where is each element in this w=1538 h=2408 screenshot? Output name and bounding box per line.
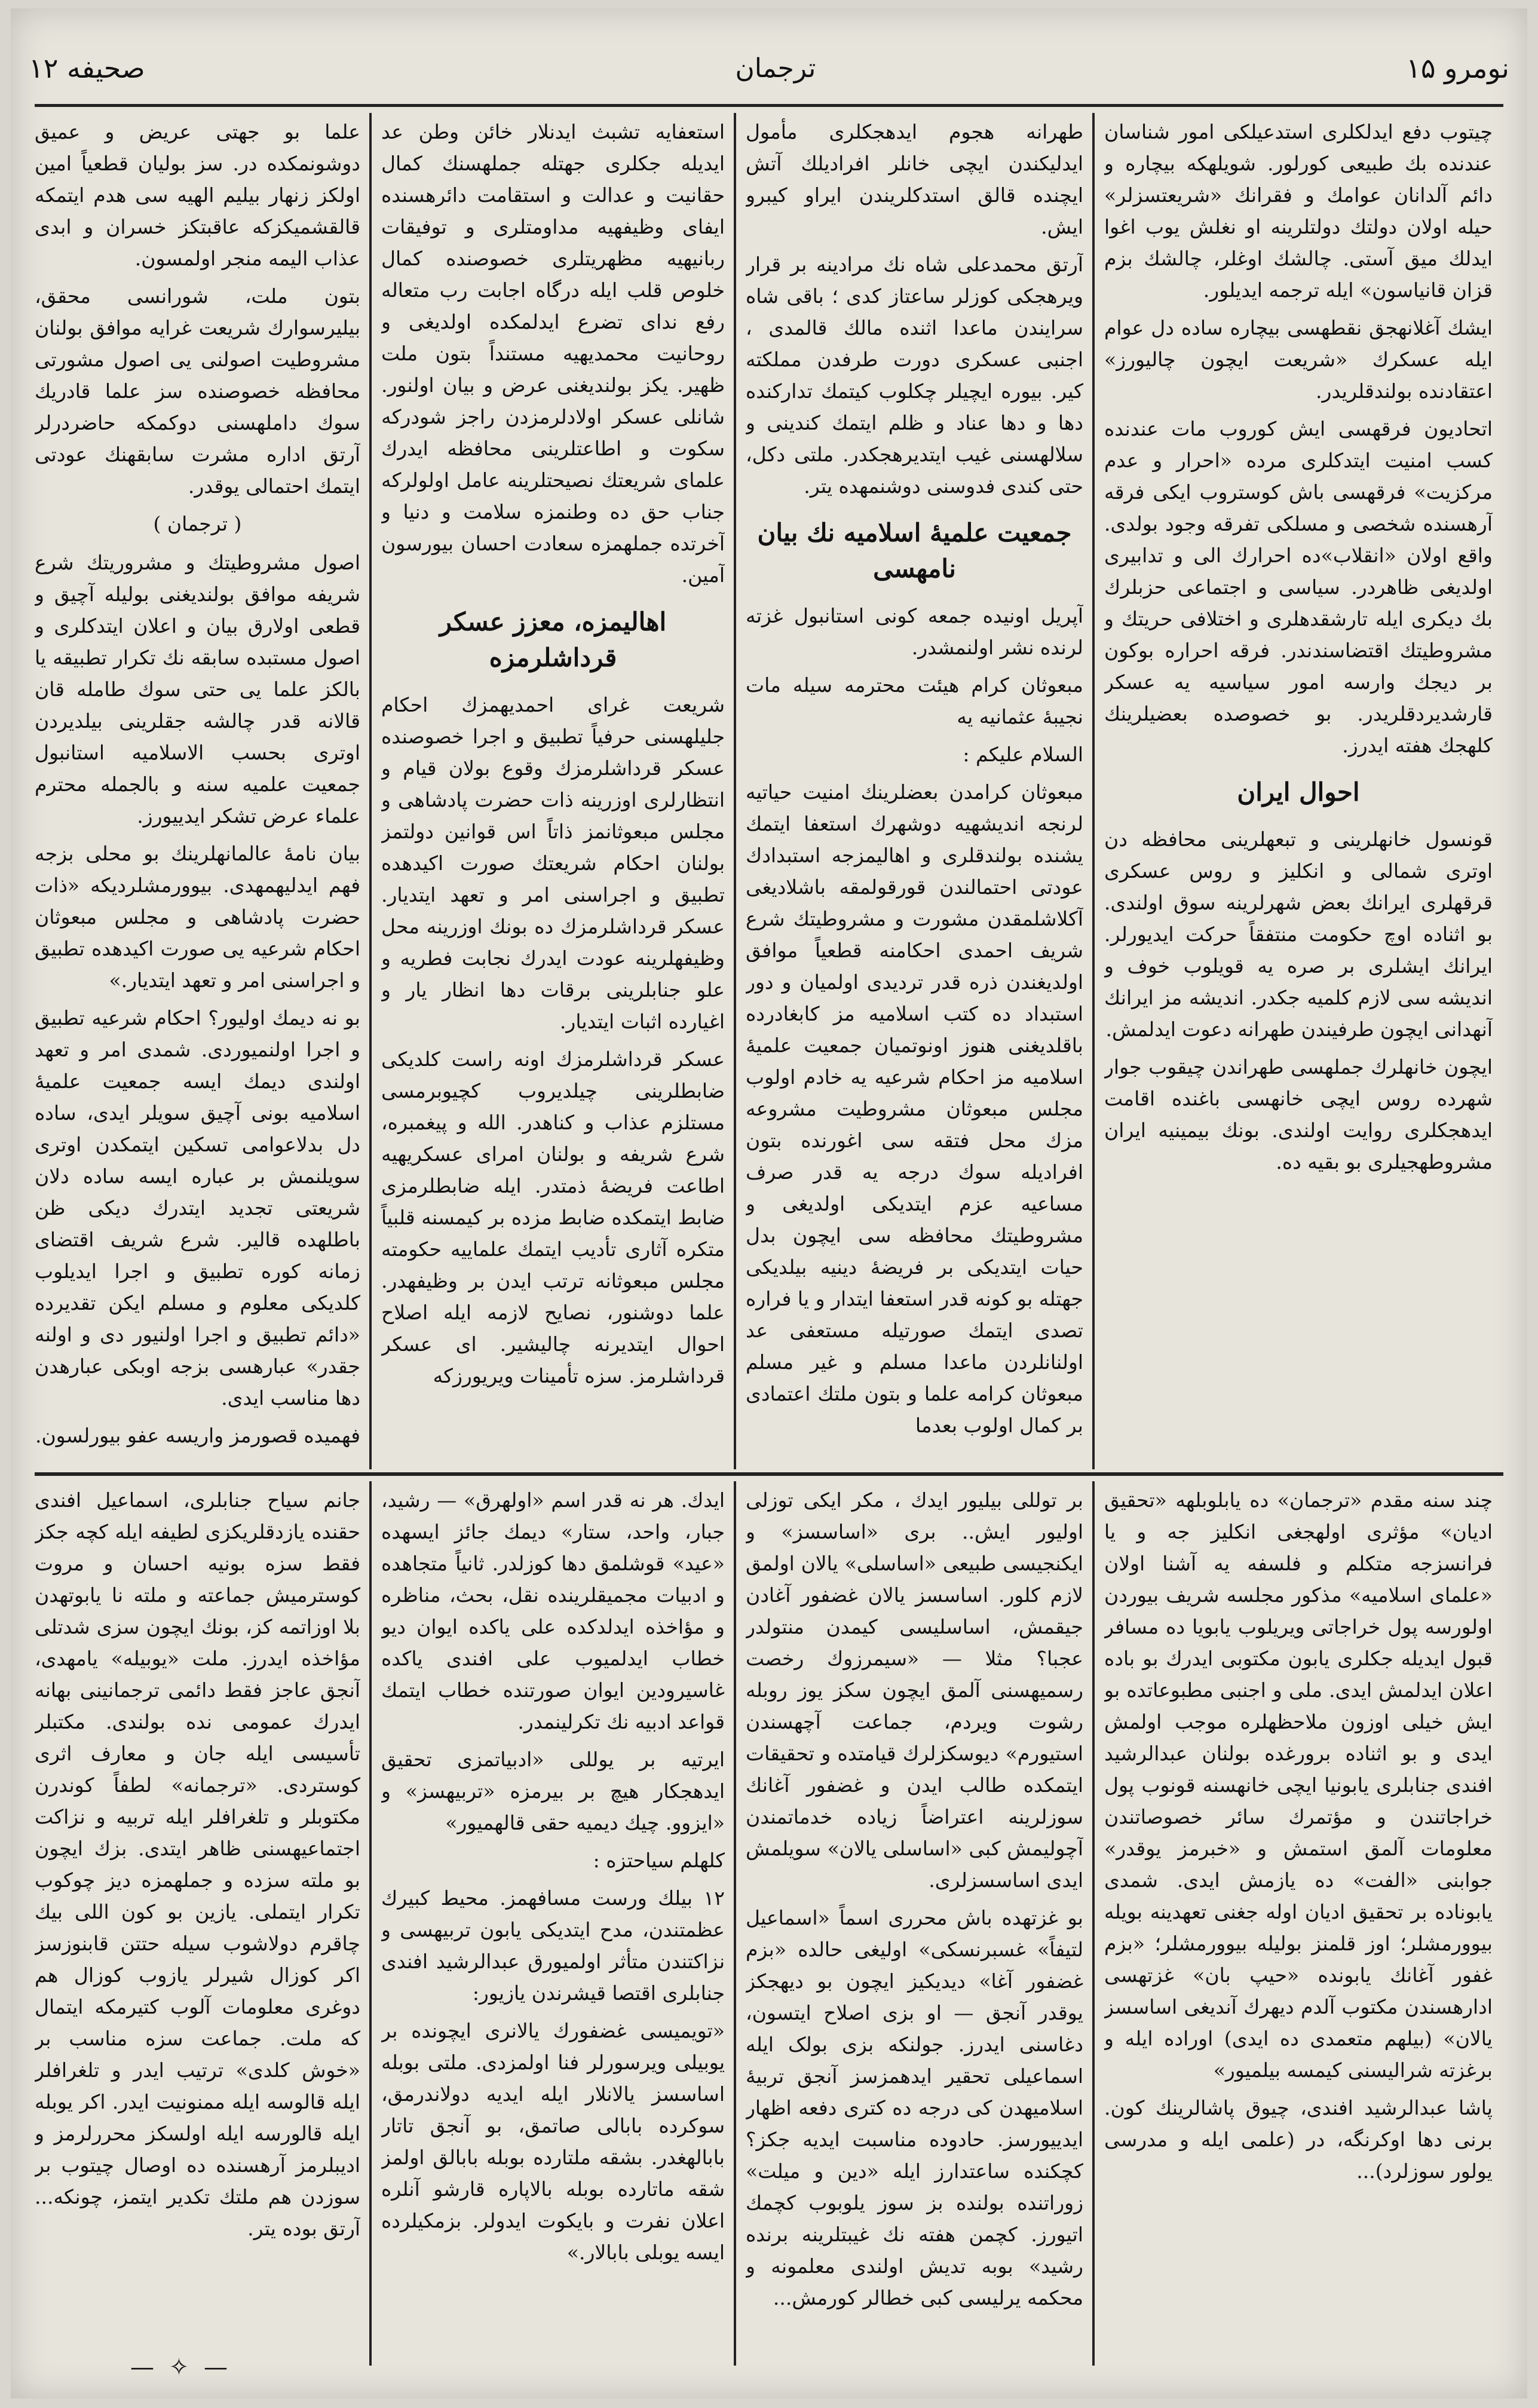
paragraph: شریعت غرای احمدیهمزك احکام جلیلهسنی حرفیاً تطبیق و اجرا خصوصنده عسکر قرداشلرمزك وقوع بولان قیام و انتظارلری اوزرینه ذات حضرت پادشاهی و مجلس مبعوثانمز ذاتاً اس قوانین دولتمز بولنان احکام شریعتك صورت اکیدهده تطبیق و اجراسنی امر و تعهد ایتدیار. عسکر قرداشلرمزك ده بونك اوزرینه محل وظیفهلرینه عودت ایدرك نجابت فطریه و علو جنابلرینی برقات دها انظار یار و اغیارده اثبات ایتدیار. (381, 693, 725, 1033)
lower-column-1 (1104, 1484, 1493, 2363)
lower-column-3 (381, 1484, 725, 2363)
paragraph: چیتوب دفع ایدلکلری استدعیلکی امور شناسان عندنده بك طبیعی کورلور. شویلهکه بیچاره و دائم آلدانان عوامك و فقرانك «شریعتسزلر» حیله اولان دولتك دولتلرینه او نغلش یوب اغوا ایدلك میق آستی. چالشك اوغلر، چالشك بزم قزان قانیاسون» ایله ترجمه ایدیلور. (1104, 120, 1493, 302)
column-divider (734, 113, 736, 1469)
paragraph: بو غزتهده باش محرری اسماً «اسماعیل لتیفاً» غسبرنسکی» اولیغی حالده «بزم غضفور آغا» دیدیکیز ایچون بو دیهجکز یوقدر آنجق — او بزی اصلاح ایتسون، دغاسنی ایدرز. جولنکه بزی بولک ایله اسماعیلی تحقیر ایدهمزسز آنجق تربیهٔ اسلامیهدن کی درجه ده کتری دفعه اظهار ایدییورسز. حادوده مناسبت ایدیه جکز؟ کچکنده ساعتدارز ایله «دین و میلت» زوراتنده بولنده بز سوز یلوبوب کچمك اتیورز. کچمن هفته نك غیبتلرینه برنده رشید» بوبه تدیش اولندی معلمونه و محکمه یرلیسی کبی خطالر کورمش... (746, 1906, 1083, 2309)
paragraph: ایچون خانهلرك جملهسی طهراندن چیقوب جوار شهرده روس ایچی خانهسی باغنده اقامت ایدهجکلری روایت اولندی. بونك بیمینیه ایران مشروطهجیلری بو بقیه ده. (1104, 1055, 1493, 1174)
paragraph: ۱۲ بیلك ورست مسافهمز. محیط کبیرك عظمتندن، مدح ایتدیکی یابون تربیهسی و نزاکتندن متأثر اولمیورق عبدالرشید افندی جنابلری اقتصا قیشرندن یازیور: (381, 1886, 725, 2005)
paragraph: مبعوثان کرامدن بعضلرینك امنیت حیاتیه لرنجه اندیشهیه دوشهرك استعفا ایتمك یشنده بولندقلری و اهالیمزجه استبدادك عودتی احتمالندن قورقولمقه باشلادیغی آکلاشلمقدن مشورت و مشروطیتك شرع شریف احمدی احکامنه قطعیاً موافق اولدیغندن ذره قدر تردیدی اولمیان و دور استبداد ده کتب اسلامیه مز کابغادرده باقلدیغنی هنوز اونوتمیان جمعیت علمیهٔ اسلامیه مز احکام شرعیه یه خادم اولوب مجلس مبعوثان مشروطیت مشروعه مزك محل فتقه سی اغورنده بتون افرادیله سوك درجه یه قدر صرف مساعیه عزم ایتدیکی اولدیغی و مشروطیتك محافظه سی ایچون بدل حیات ایتدیکی بر فریضهٔ دینیه بیلدیکی جهتله بو کونه قدر استعفا ایتدار و یا فراره تصدی ایتمك صورتیله مستعفی عد اولنانلردن ماعدا مسلم و غیر مسلم مبعوثان کرامه علما و بتون ملتك اعتمادی بر کمال اولوب بعدما (746, 780, 1083, 1437)
lower-column-2 (746, 1484, 1083, 2363)
upper-column-3 (381, 116, 725, 1463)
footer-ornament: — ✧ — (130, 2354, 231, 2381)
upper-column-2 (746, 116, 1083, 1463)
lower-column-4 (35, 1484, 360, 2333)
page-number: صحیفه ۱۲ (29, 52, 145, 84)
paragraph: ایرتیه بر یوللی «ادبیاتمزی تحقیق ایدهجکار هیچ بر بیرمزه «تربیهسز» و «ایزوو. چیك دیمیه حقی قالهمیور» (381, 1748, 725, 1834)
issue-number: نومرو ۱۵ (1406, 52, 1509, 84)
paragraph: جانم سیاح جنابلری، اسماعیل افندی حقنده یازدقلریکزی لطیفه ایله کچه جکز فقط سزه بونیه احسان و مروت کوسترمیش جماعته و ملته نا یابوتهدن بلا اوزاتمه کز، بونك ایچون سزی شدتلی مؤاخذه ایدرز. ملت «یوبیله» یامهدی، آنجق عاجز فقط دائمی ترجمانینی بهانه ایدرك عمومی نده بولندی. مکتبلر تأسیسی ایله جان و معارف اثری کوستردی. «ترجمانه» لطفاً کوندرن مکتوبلر و تلغرافلر ایله تربیه و نزاکت اجتماعیهسنی ظاهر ایتدی. بزك ایچون بو ملته سزده و جملهمزه دیز چوکوب تکرار ایتملی. یازین بو کون اللی بیك چاقرم دولاشوب سیله حتتن قابنوزسز اکر کوزال شیرلر یازوب کوزال هم دوغری معلومات آلوب کتیرمکه ایتمال که ملت. جماعت سزه مناسب بر «خوش کلدی» ترتیب ایدر و تلغرافلر ایله قالوسه ایله ممنونیت ایدر. اکر یوبله ایله قالورسه ایله اولسکز محررلرمز و ادیبلرمز آرهسنده ده اوصال چیتوب بر سوزدن هم ملتك تکدیر ایتمز، چونکه... آرتق بوده یتر. (35, 1488, 360, 2240)
paragraph: مبعوثان کرام هیئت محترمه سیله مات نجیبهٔ عثمانیه یه (746, 673, 1083, 728)
paragraph: آرتق محمدعلی شاه نك مرادینه بر قرار ویرهجکی کوزلر ساعتاز کدی ؛ باقی شاه سرایندن ماعدا اثنده مالك قالمدی ، اجنبی عسکری دورت طرفدن مملکته کیر. بیوره ایچیلر چکلوب کیتمك تدارکنده دها و دها عناد و ظلم ایتمك کندینی و سلالهسنی غیب ایتدیرهجکدر. ملتی دکل، حتی کندی فدوسنی دوشنمهده یتر. (746, 253, 1083, 498)
paragraph: علما بو جهتی عریض و عمیق دوشونمکده در. سز بولیان قطعیاً امین اولکز زنهار بیلیم الهیه سی هدم ایتمکه قالقشمیکزکه عاقبتکز خسران و ابدی عذاب الیمه منجر اولمسون. (35, 120, 360, 270)
paragraph: طهرانه هجوم ایدهجکلری مأمول ایدلیکندن ایچی خانلر افرادیلك آتش ایچنده قالق استدکلریندن ایراو کیبرو ایش. (746, 120, 1083, 238)
paragraph: بو نه دیمك اولیور؟ احکام شرعیه تطبیق و اجرا اولنمیوردی. شمدی امر و تعهد اولندی دیمك ایسه جمعیت علمیهٔ اسلامیه بونی آچیق سویلر ایدی، ساده دل بدلاعوامی تسکین ایتمکدن اوتری سویلنمش بر عباره ایسه ساده دلان شریعتی تجدید ایتدرك دیکی ظن باطلهده قالیر. شرع شریف اقتضای زمانه کوره تطبیق و اجرا ایدیلوب کلدیکی معلوم و مسلم ایکن تقدیرده «دائم تطبیق و اجرا اولنیور دی و اولنه جقدر» عبارهسی بزجه اوبکی عبارهدن دها مناسب ایدی. (35, 1006, 360, 1410)
section-heading: جمعیت علمیهٔ اسلامیه نك بیان نامهسی (757, 518, 1072, 583)
paragraph: السلام علیکم : (963, 743, 1083, 766)
column-divider (369, 113, 372, 1469)
paragraph: آپریل اونیده جمعه کونی استانبول غزته لرنده نشر اولنمشدر. (746, 604, 1083, 659)
paragraph: پاشا عبدالرشید افندی، چیوق پاشالرینك کون. برنی دها اوکرنگه، در (علمی ایله و مدرسی یولور سوزلرد)... (1104, 2096, 1493, 2183)
paragraph: کلهلم سیاحتزه : (593, 1849, 725, 1872)
newspaper-title: ترجمان (735, 53, 816, 84)
paragraph: بر توللی بیلیور ایدك ، مکر ایکی توزلی اولیور ایش.. بری «اساسسز» و ایکنجیسی طبیعی «اساسلی» یالان اولمق لازم کلور. اساسسز یالان غضفور آغادن جیقمش، اساسلیسی کیمدن منتولدر عجبا؟ مثلا — «سیمرزوك رخصت رسمیهسنی آلمق ایچون سکز یوز روبله رشوت ویردم، جماعت آچهسندن استیورم» دیوسکزلرك قیامتده و تحقیقات ایتمکده طالب ایدن و غضفور آغانك سوزلرینه اعتراضاً زیاده خدماتمندن آچولیمش کبی «اساسلی یالان» سویلمش ایدی اساسسزلری. (746, 1488, 1083, 1892)
upper-column-1 (1104, 116, 1493, 1463)
column-divider (369, 1481, 372, 2366)
paragraph: بیان نامهٔ عالمانهلرینك بو محلی بزجه فهم ایدلیهمهدی. بیوورمشلردیکه «ذات حضرت پادشاهی و مجلس مبعوثان احکام شرعیه یی صورت اکیدهده تطبیق و اجراسنی امر و تعهد ایتدیار.» (35, 842, 360, 992)
section-rule (35, 1472, 1503, 1476)
paragraph: اصول مشروطیتك و مشروریتك شرع شریفه موافق بولندیغنی بولیله آچیق و قطعی اولارق بیان و اعلان ایتدکلری و اصول مستبده سابقه نك تکرار تطبیقه یا بالکز علما یی حتی سوك طامله قان قالانه قدر چالشه جقلرینی بیلدیردن اوتری بحسب الاسلامیه استانبول جمعیت علمیه سنه و بالجمله محترم علماء عرض تشکر ایدییورز. (35, 551, 360, 828)
paragraph: فهمیده قصورمز واریسه عفو بیورلسون. (35, 1424, 360, 1447)
paragraph: قونسول خانهلرینی و تبعهلرینی محافظه دن اوتری شمالی و انکلیز و روس عسکری قرقهلری ایرانك بعض شهرلرینه سوق اولندی. بو اثناده اوچ حکومت منتفقاً حرکت ایدیورلر. ایرانك ایشلری بر صره یه قویلوب خوف و اندیشه سی لازم کلمیه جکدر. اندیشه مز ایرانك آنهدانی ایچون طرفیندن طهرانه دعوت ایدلمش. (1104, 828, 1493, 1041)
column-divider (1092, 113, 1095, 1469)
newspaper-page (11, 8, 1527, 2398)
paragraph: «تویمیسی غضفورك یالانری ایچونده بر یوبیلی ویرسورلر فنا اولمزدی. ملتی بوبله اساسسز یالانلار ایله ایدیه دولاندرمق، سوکرده بابالی صاتمق، بو آنجق تاتار بابالهغدر. بشقه ملتارده بوبله بابالق اولمز شقه ماتارده بوبله بالاپاره قارشو آنلره اعلان نفرت و بایکوت ایدولر. بزمکیلرده ایسه یوبلی بابالار.» (381, 2019, 725, 2264)
masthead-rule (35, 104, 1503, 107)
paragraph: بتون ملت، شورانسی محقق، بیلیرسوارك شریعت غرایه موافق بولنان مشروطیت اصولنی یی اصول مشورتی محافظه خصوصنده سز علما قادریك سوك داملهسنی دوکمکه حاضردرلر آرتق اداره مشرت سابقهنك عودتی ایتمك احتمالی یوقدر. (35, 284, 360, 498)
signature: ( ترجمان ) (153, 512, 242, 535)
section-heading: احوال ایران (1237, 777, 1360, 807)
upper-column-4 (35, 116, 360, 1463)
column-divider (734, 1481, 736, 2366)
paragraph: چند سنه مقدم «ترجمان» ده یابلوبلهه «تحقیق ادیان» مؤثری اولهجغی انکلیز جه و یا فرانسزجه متکلم و فلسفه یه آشنا اولان «علمای اسلامیه» مذکور مجلسه شریف بیوردن اولورسه پول خراجاتی ویریلوب یابویا ده مسافر قبول ایدیله جکلری یابون مکتوبی ایدرك بو باده اعلان ایدلمش ایدی. ملی و اجنبی مطبوعاتده بو ایش خیلی اوزون ملاحظهلره موجب اولمش ایدی و بو اثناده برورغده بولنان عبدالرشید افندی جنابلری یابونیا ایچی خانهسنه قونوب پول خراجاتندن و مؤتمرك سائر خصوصاتندن معلومات آلمق استمش و «خبرمز یوقدر» جوابنی «الفت» ده یازمش ایدی. شمدی یابوناده بر تحقیق ادیان اوله جغنی تعهدینه بویله بیوورمشلر؛ اوز قلمنز بولیله بیوورمشلر؛ «بزم غفور آغانك یابونده «حیپ بان» غزتهسی ادارهسندن مکتوب آلدم دیهرك آندیغی اساسسز یالان» (بیلهم متعمدی ده ایدی) اوراده ایله و برغزته شرالیسنی کیمسه بیلمیور» (1104, 1488, 1493, 2082)
column-divider (1092, 1481, 1095, 2366)
paragraph: عسکر قرداشلرمزك اونه راست کلدیکی ضابطلرینی چیلدیروب کچیوبرمسی مستلزم عذاب و کناهدر. الله و پیغمبره، شرع شریفه و بولنان امرای عسکریهیه اطاعت فریضهٔ ذمتدر. ایله ضابطلرمزی ضابط ایتمکده ضابط مزده بر کیمسنه قلبیاً متکره آثاری تأدیب ایتمك علماییه حکومته مجلس مبعوثانه ترتب ایدن بر وظیفهدر. علما دوشنور، نصایح لازمه ایله اصلاح احوال ایتدیرنه چالیشیر. ای عسکر قرداشلرمز. سزه تأمینات ویریورزکه (381, 1047, 725, 1387)
masthead (29, 32, 1509, 104)
paragraph: استعفایه تشبث ایدنلار خائن وطن عد ایدیله جکلری جهتله جملهسنك کمال حقانیت و عدالت و استقامت دائرهسنده ایفای وظیفهیه مداومتلری و توفیقات ربانیهیه مظهریتلری خصوصنده کمال خلوص قلب ایله درگاه اجابت رب متعاله رفع ندای تضرع ایدلمکده اولدیغی و روحانیت محمدیهیه مستنداً بتون ملت ظهیر. یکز بولندیغنی عرض و بیان اولنور. شانلی عسکر اولادلرمزدن راجز شودرکه سکوت و اطاعتلرینی محافظه ایدرك علمای شریعتك نصیحتلرینه عامل اولولرکه جناب حق ده وطنمزه سلامت و دنیا و آخرتده جملهمزه سعادت احسان بیورسون آمین. (381, 120, 725, 587)
paragraph: ایدك. هر نه قدر اسم «اولهرق» — رشید، جبار، واحد، ستار» دیمك جائز ایسهده «عید» قوشلمق دها کوزلدر. ثانیاً متجاهده و ادبیات مجمیقلرینده نقل، بحث، مناظره و مؤاخذه ایدلدکده علی یاکده ایوان دیو خطاب ایدلمیوب علی افندی یاکده غاسیرودین ایوان صورتنده خطاب ایتمك قواعد ادبیه نك تکرلینمدر. (381, 1488, 725, 1733)
section-heading: اهالیمزه، معزز عسکر قرداشلرمزه (439, 607, 667, 672)
paragraph: اتحادیون فرقهسی ایش کوروب مات عندنده کسب امنیت ایتدکلری مرده «احرار و عدم مرکزیت» فرقهسی باش کوستروب ایکی فرقه آرهسنده شخصی و مسلکی تفرقه وجود بولدی. واقع اولان «انقلاب»ده احرارك الی و تدابیری اولدیغی ظاهردر. سیاسی و اجتماعی حزبلرك بك دیکری ایله تارشقدهلری و اختلافی حریتك و مشروطیتك اقتضاسندندر. فرقه احراره بوکون بر دیجك وارسه امور سیاسیه یه عسکر قارشدیردقلریدر. بو خصوصده بعضیلرینك کلهجك هفته ایدرز. (1104, 417, 1493, 757)
paragraph: ایشك آغلانهجق نقطهسی بیچاره ساده دل عوام ایله عسکرك «شریعت ایچون چالیورز» اعتقادنده بولندقلریدر. (1104, 316, 1493, 403)
